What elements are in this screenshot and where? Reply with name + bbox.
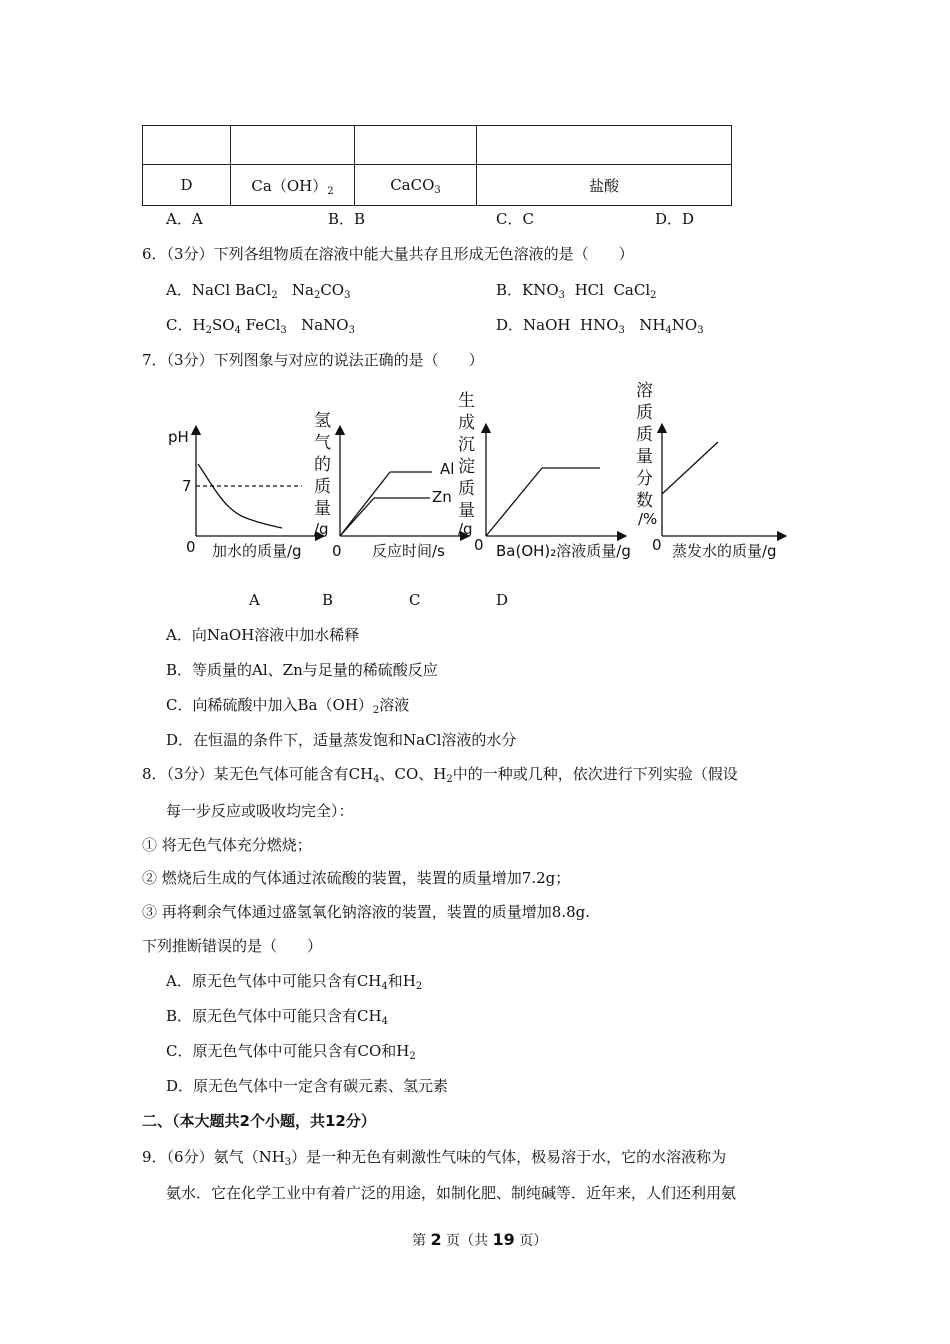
stem-text: ）是一种无色有刺激性气味的气体，极易溶于水，它的水溶液称为 [291,1148,727,1166]
subscript: 2 [409,1051,416,1062]
ylabel-char: 质 [314,477,331,497]
subscript: 3 [558,290,566,301]
graph-b-al-line [340,472,390,536]
option-text: C．原无色气体中可能只含有CO和H [166,1042,410,1060]
table-cell-reagent [231,165,355,206]
graph-d-line [662,442,718,494]
option-text: A．原无色气体中可能只含有CH [166,972,382,990]
graph-d-xlabel: 蒸发水的质量/g [672,542,777,560]
graph-b-label-al: Al [440,460,455,478]
graph-b-xlabel: 反应时间/s [372,542,445,560]
stem-text: 8．（3分）某无色气体可能含有CH [142,765,374,783]
table-cell [477,126,732,165]
ylabel-char: 数 [636,491,653,511]
subscript: 3 [618,325,625,336]
subscript: 4 [665,325,672,336]
table-cell [231,126,355,165]
ylabel-char: 量 [636,447,653,467]
footer-text: 页（共 [441,1233,493,1249]
q7-graphs [150,378,800,568]
subscript: 2 [650,290,657,301]
subscript: 2 [271,290,278,301]
table-row-d [143,165,732,206]
option-text: A．NaCl BaCl [166,281,272,299]
graph-a-origin: 0 [186,538,196,556]
option-text: NH [624,316,666,334]
ylabel-char: 沉 [458,435,475,455]
option-text: NaNO [286,316,349,334]
q9-line-2: 氨水．它在化学工业中有着广泛的用途，如制化肥、制纯碱等．近年来，人们还利用氨 [166,1184,737,1202]
ylabel-char: 溶 [636,381,653,401]
formula-text: CaCO [390,176,435,194]
table-cell [143,126,231,165]
ylabel-char: 淀 [458,457,475,477]
q7-option-d[interactable]: D．在恒温的条件下，适量蒸发饱和NaCl溶液的水分 [166,731,517,749]
subscript: 3 [697,325,704,336]
page-footer [412,1230,547,1250]
option-text: Na [277,281,314,299]
q8-option-c[interactable] [166,1040,416,1061]
q7-stem: 7．（3分）下列图象与对应的说法正确的是（ ） [142,351,484,369]
subscript: 4 [381,981,388,992]
option-text: CO [320,281,345,299]
graph-c-caption: C [409,591,421,609]
graph-a-xlabel: 加水的质量/g [212,542,302,560]
ylabel-char: 气 [314,433,331,453]
q6-option-b[interactable] [496,279,657,300]
q8-step-1: ① 将无色气体充分燃烧； [142,836,312,854]
graph-c-xlabel: Ba(OH)₂溶液质量/g [496,542,631,560]
option-text: 和H [387,972,416,990]
stem-text: 9．（6分）氨气（NH [142,1148,285,1166]
option-text: C．H [166,316,206,334]
subscript: 2 [415,981,423,992]
table-cell-label: D [143,165,231,206]
graph-a-ylabel: pH [168,428,189,446]
graph-b-caption: B [322,591,334,609]
graph-c-ylabel [458,391,475,538]
ylabel-char: 质 [458,479,475,499]
graph-a-tick-7: 7 [182,477,192,495]
table-row-blank [143,126,732,165]
page-total: 19 [492,1230,515,1249]
graph-b-origin: 0 [332,542,342,560]
ylabel-char: 质 [636,403,653,423]
subscript: 2 [205,325,212,336]
ylabel-char: /g [458,520,473,538]
graph-c-origin: 0 [474,536,484,554]
footer-text: 第 [412,1233,431,1249]
option-text: HCl CaCl [565,281,651,299]
formula-text: Ca（OH） [251,176,328,195]
subscript: 2 [446,774,453,785]
graph-c-rise-line [486,468,542,536]
reagent-table [142,125,732,206]
subscript: 2 [372,705,380,716]
stem-text: 、CO、H [379,765,447,783]
q6-option-c[interactable] [166,314,355,335]
q7-option-c[interactable] [166,694,409,715]
stem-text: 中的一种或几种，依次进行下列实验（假设 [452,765,738,783]
graph-a-curve [198,464,282,528]
subscript: 3 [348,325,355,336]
graph-d-caption: D [496,591,509,609]
ylabel-char: /% [638,510,658,528]
section-heading: 二、（本大题共2个小题，共12分） [142,1112,376,1130]
q8-option-d[interactable]: D．原无色气体中一定含有碳元素、氢元素 [166,1077,449,1095]
option-text: 溶液 [379,696,410,714]
graph-d-origin: 0 [652,536,662,554]
q7-option-b[interactable]: B．等质量的Al、Zn与足量的稀硫酸反应 [166,661,438,679]
graph-d-ylabel [636,381,657,528]
subscript: 2 [327,185,334,197]
subscript: 2 [313,290,321,301]
subscript: 3 [344,290,351,301]
q8-option-b[interactable] [166,1005,388,1026]
option-text: SO [211,316,235,334]
q8-ask: 下列推断错误的是（ ） [142,937,323,955]
q8-stem-continued: 每一步反应或吸收均完全）： [166,802,354,820]
table-cell-acid: 盐酸 [477,165,732,206]
subscript: 4 [373,774,380,785]
subscript: 4 [381,1016,388,1027]
ylabel-char: /g [314,520,329,538]
option-text: FeCl [240,316,281,334]
ylabel-char: 成 [458,413,475,433]
option-text: C．向稀硫酸中加入Ba（OH） [166,696,373,714]
subscript: 4 [234,325,241,336]
q6-stem: 6．（3分）下列各组物质在溶液中能大量共存且形成无色溶液的是（ ） [142,245,634,263]
subscript: 3 [284,1157,292,1168]
ylabel-char: 分 [636,469,653,489]
ylabel-char: 的 [314,455,331,475]
ylabel-char: 量 [314,499,331,519]
q5-option-d[interactable]: D．D [655,210,695,228]
table-cell-substance [355,165,477,206]
q5-option-c[interactable]: C．C [496,210,534,228]
subscript: 3 [434,185,441,196]
option-text: D．NaOH HNO [496,316,619,334]
graph-b-ylabel [314,411,331,538]
q5-option-a[interactable]: A．A [166,210,203,228]
graph-a-caption: A [249,591,260,609]
q6-option-a[interactable] [166,279,350,300]
q8-step-2: ② 燃烧后生成的气体通过浓硫酸的装置，装置的质量增加7.2g； [142,869,571,887]
option-text: B．KNO [496,281,559,299]
page-number: 2 [430,1230,442,1249]
footer-text: 页） [514,1233,548,1249]
ylabel-char: 量 [458,501,475,521]
table-cell [355,126,477,165]
graph-b-zn-line [340,498,374,536]
ylabel-char: 质 [636,425,653,445]
option-text: NO [671,316,698,334]
option-text: B．原无色气体中可能只含有CH [166,1007,382,1025]
q8-step-3: ③ 再将剩余气体通过盛氢氧化钠溶液的装置，装置的质量增加8.8g. [142,903,590,921]
graph-b-label-zn: Zn [432,488,452,506]
ylabel-char: 生 [458,391,475,411]
q5-option-b[interactable]: B．B [328,210,366,228]
subscript: 3 [280,325,287,336]
q8-option-a[interactable] [166,970,422,991]
q6-option-d[interactable] [496,314,704,335]
q9-line-1 [142,1146,726,1167]
ylabel-char: 氢 [314,411,331,431]
q8-stem [142,763,738,784]
q7-option-a[interactable]: A．向NaOH溶液中加水稀释 [166,626,360,644]
